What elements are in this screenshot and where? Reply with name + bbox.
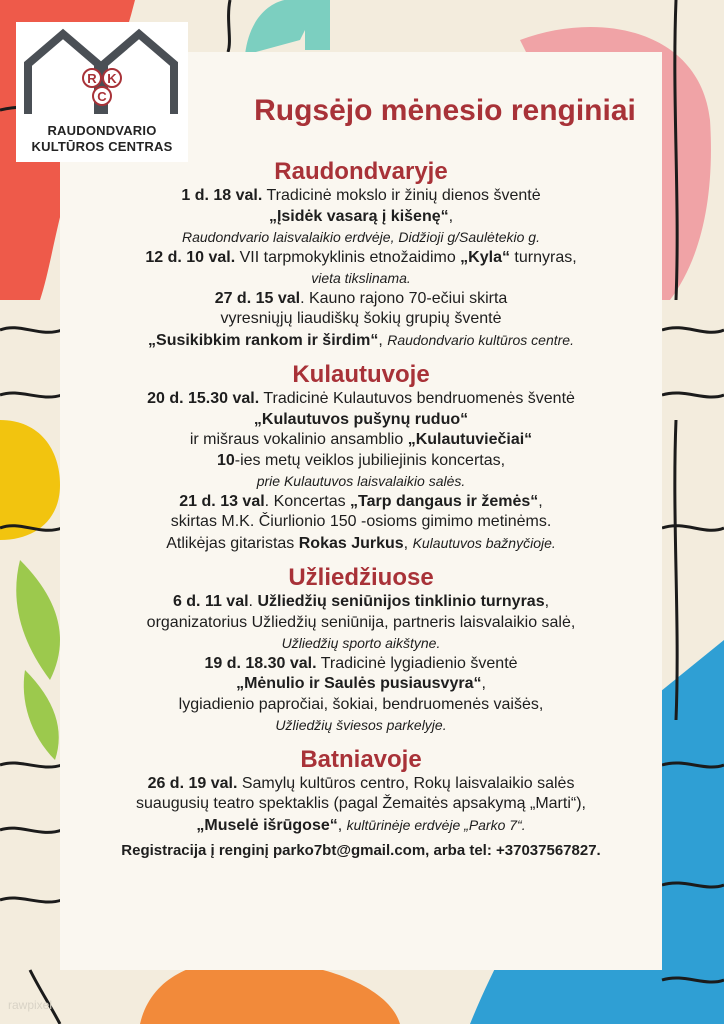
- event-text: Tradicinė lygiadienio šventė: [316, 654, 518, 672]
- event-text: „Įsidėk vasarą į kišenę“: [268, 207, 449, 225]
- event-text: 26 d. 19 val.: [147, 774, 238, 792]
- event-text: -ies metų veiklos jubiliejinis koncertas,: [234, 451, 506, 469]
- event-text: Samylų kultūros centro, Rokų laisvalaikio salės: [237, 774, 575, 792]
- event-text: ,: [403, 534, 413, 552]
- event-line: [60, 715, 662, 736]
- section-heading: Kulautuvoje: [292, 361, 430, 388]
- event-text: „Tarp dangaus ir žemės“: [350, 492, 539, 510]
- event-text: Užliedžių seniūnijos tinklinio turnyras: [257, 593, 545, 610]
- event-line: [60, 533, 662, 555]
- event-line: [60, 248, 662, 269]
- event-text: 6 d. 11 val: [172, 593, 249, 610]
- event-text: „Kulautuvos pušynų ruduo“: [253, 410, 469, 428]
- event-line: [60, 654, 662, 675]
- logo-text-line1: RAUDONDVARIO: [47, 123, 157, 138]
- event-line: [60, 512, 662, 533]
- section-spacer: [60, 554, 662, 564]
- section-spacer: [60, 351, 662, 361]
- event-text: Tradicinė mokslo ir žinių dienos šventė: [262, 187, 541, 204]
- event-text: ,: [481, 675, 486, 692]
- event-line: [60, 330, 662, 352]
- event-text: 10: [216, 451, 235, 469]
- event-line: [60, 592, 662, 613]
- event-text: ,: [448, 207, 454, 225]
- event-line: [60, 674, 662, 695]
- event-line: [60, 389, 662, 410]
- event-line: [60, 471, 662, 492]
- event-line: [60, 227, 662, 248]
- event-text: 12 d. 10 val.: [145, 248, 236, 266]
- event-text: Tradicinė Kulautuvos bendruomenės šventė: [259, 390, 575, 407]
- section-spacer: [60, 736, 662, 746]
- event-line: [60, 410, 662, 431]
- event-text: Rokas Jurkus: [298, 534, 404, 552]
- event-text: organizatorius Užliedžių seniūnija, partneris laisvalaikio salė,: [146, 613, 576, 631]
- event-line: [60, 309, 662, 330]
- event-text: 20 d. 15.30 val.: [147, 390, 260, 407]
- event-text: „Kulautuviečiai“: [407, 431, 533, 448]
- event-text: kultūrinėje erdvėje „Parko 7“.: [346, 816, 526, 833]
- event-line: [60, 430, 662, 451]
- event-text: Kulautuvos bažnyčioje.: [412, 534, 556, 551]
- event-text: „Susikibkim rankom ir širdim“: [148, 331, 379, 349]
- event-line: [60, 815, 662, 837]
- event-text: ,: [337, 816, 347, 834]
- green-leaf-2: [24, 670, 59, 760]
- logo: [16, 22, 188, 162]
- event-text: Atlikėjas gitaristas: [166, 534, 299, 552]
- logo-text-line2: KULTŪROS CENTRAS: [31, 139, 173, 154]
- section-heading: Batniavoje: [300, 745, 422, 773]
- event-text: ir mišraus vokalinio ansamblio: [189, 431, 408, 448]
- event-text: turnyras,: [509, 248, 577, 266]
- section-heading: Užliedžiuose: [288, 564, 434, 591]
- logo-letter-r: R: [87, 71, 97, 86]
- watermark: rawpixel: [8, 998, 53, 1012]
- event-line: [60, 207, 662, 228]
- event-line: [60, 774, 662, 795]
- logo-letter-k: K: [107, 71, 117, 86]
- event-text: „Kyla“: [460, 248, 510, 266]
- section-heading: Raudondvaryje: [274, 158, 448, 185]
- event-text: .: [248, 593, 258, 610]
- event-line: [60, 451, 662, 472]
- event-text: 21 d. 13 val: [179, 492, 265, 510]
- event-text: vieta tikslinama.: [311, 270, 411, 286]
- event-text: ,: [378, 331, 388, 349]
- event-text: 19 d. 18.30 val.: [204, 654, 317, 672]
- event-line: [60, 794, 662, 815]
- event-text: skirtas M.K. Čiurlionio 150 -osioms gimimo metinėms.: [170, 513, 552, 530]
- event-line: [60, 186, 662, 207]
- yellow-shape: [0, 420, 60, 540]
- event-line: [60, 613, 662, 634]
- event-line: [60, 289, 662, 310]
- event-text: ,: [544, 593, 550, 610]
- event-text: Raudondvario kultūros centre.: [387, 331, 574, 348]
- event-text: . Kauno rajono 70-ečiui skirta: [300, 289, 508, 307]
- green-leaf-1: [16, 560, 60, 680]
- event-text: ,: [538, 492, 543, 510]
- registration-footer: Registracija į renginį parko7bt@gmail.com, arba tel: +37037567827.: [121, 842, 601, 859]
- event-text: 1 d. 18 val.: [181, 187, 263, 204]
- event-text: Užliedžių šviesos parkelyje.: [275, 717, 447, 733]
- logo-letter-c: C: [97, 89, 107, 104]
- event-text: Užliedžių sporto aikštyne.: [281, 635, 441, 651]
- event-text: „Mėnulio ir Saulės pusiausvyra“: [236, 675, 482, 692]
- event-text: . Koncertas: [264, 492, 351, 510]
- event-text: 27 d. 15 val: [214, 289, 301, 307]
- event-text: lygiadienio papročiai, šokiai, bendruomenės vaišės,: [178, 695, 544, 713]
- event-line: [60, 633, 662, 654]
- event-text: prie Kulautuvos laisvalaikio salės.: [256, 473, 466, 489]
- event-text: „Muselė išrūgose“: [196, 816, 338, 834]
- event-line: [60, 695, 662, 716]
- events-list: [60, 158, 662, 862]
- event-text: Raudondvario laisvalaikio erdvėje, Didžioji g/Saulėtekio g.: [182, 229, 540, 245]
- event-line: [60, 492, 662, 513]
- event-text: VII tarpmokyklinis etnožaidimo: [235, 248, 461, 266]
- event-text: vyresniųjų liaudiškų šokių grupių šventė: [220, 310, 502, 327]
- page-title: Rugsėjo mėnesio renginiai: [254, 94, 636, 127]
- event-line: [60, 268, 662, 289]
- mint-bar: [305, 0, 330, 50]
- event-text: suaugusių teatro spektaklis (pagal Žemaitės apsakymą „Marti“),: [136, 795, 586, 812]
